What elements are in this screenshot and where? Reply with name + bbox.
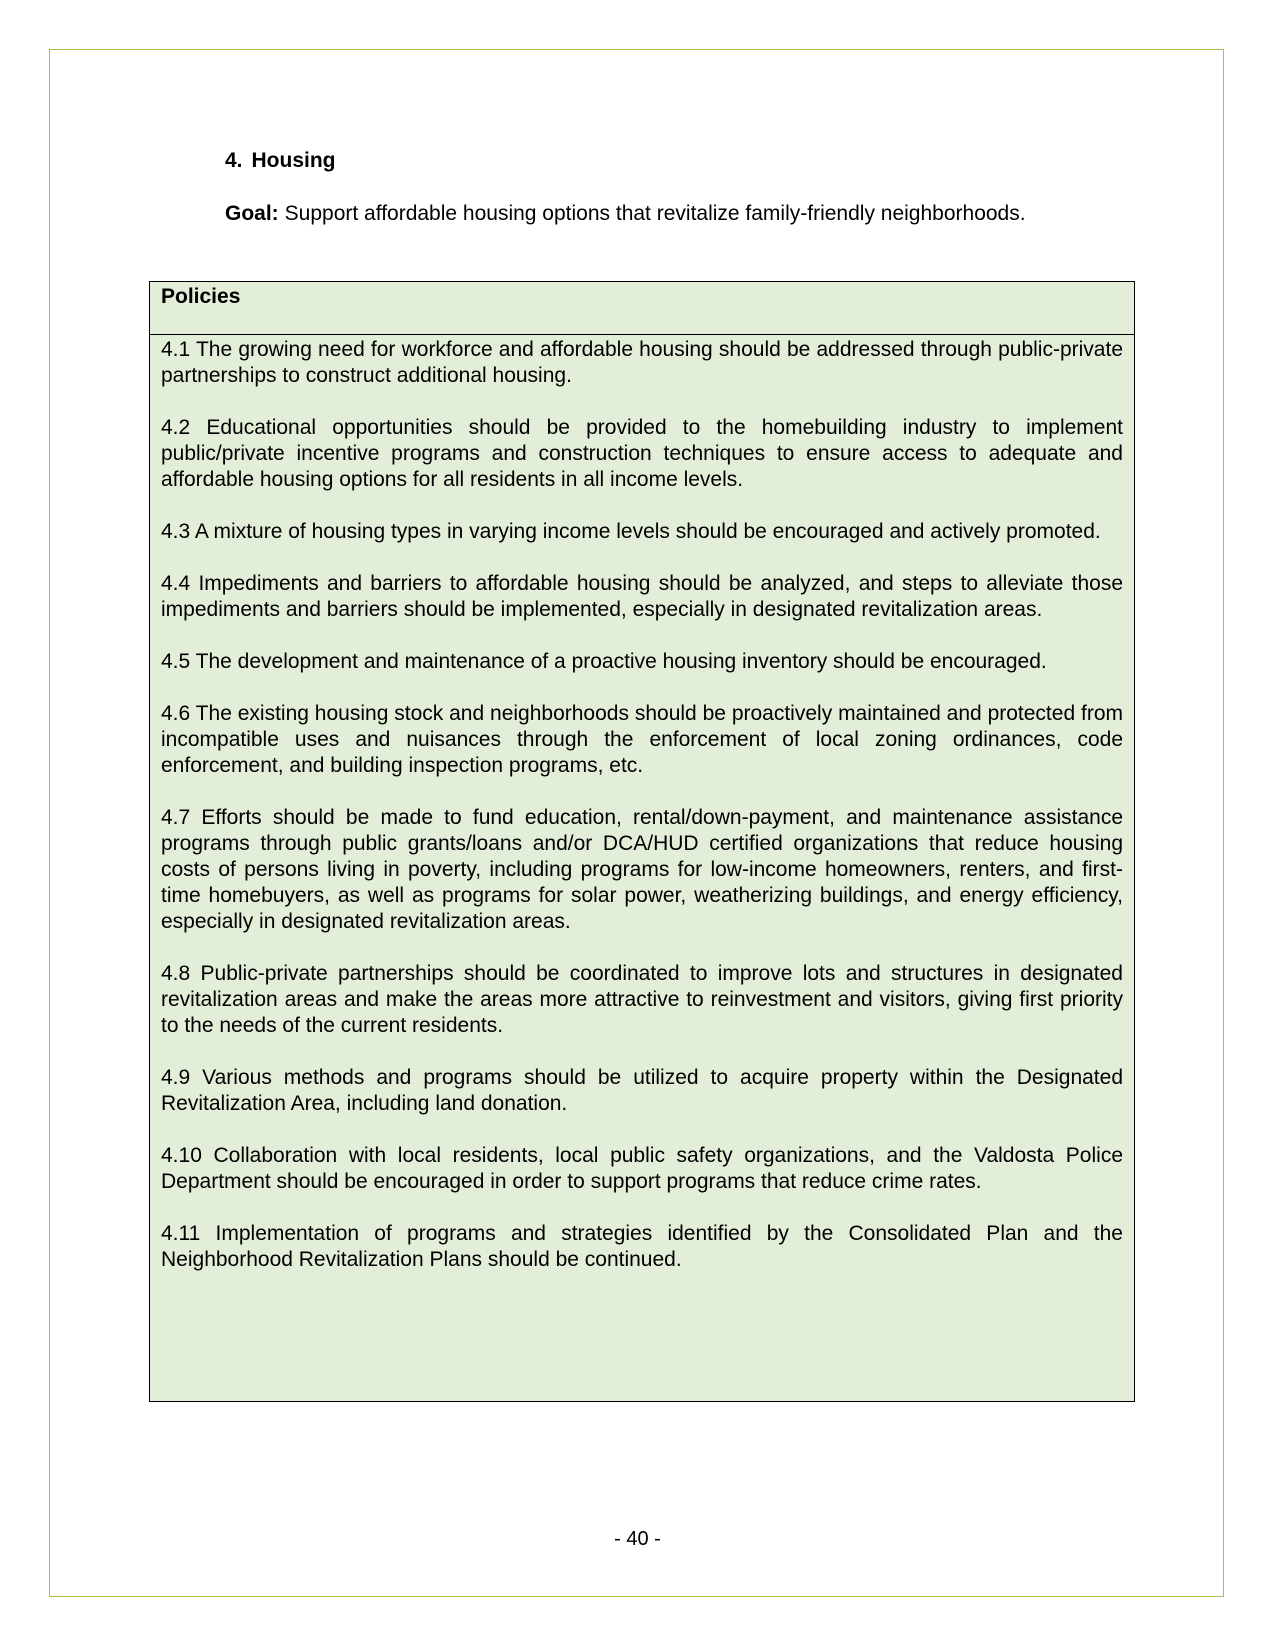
policy-item: 4.4 Impediments and barriers to affordable housing should be analyzed, and steps to alleviate those impediments and barriers should be implemented, especially in designated revitalization areas. [161,572,1123,621]
section-heading [225,148,336,174]
policy-item: 4.10 Collaboration with local residents, local public safety organizations, and the Valdosta Police Department should be encouraged in order to support programs that reduce crime rates. [161,1144,1123,1193]
policies-table [149,281,1135,1402]
policy-item: 4.6 The existing housing stock and neighborhoods should be proactively maintained and protected from incompatible uses and nuisances through the enforcement of local zoning ordinances, code enforcement, and building inspection programs, etc. [161,702,1123,777]
section-number: 4. [225,149,243,172]
page-number: - 40 - [614,1528,661,1550]
policy-item: 4.5 The development and maintenance of a proactive housing inventory should be encouraged. [161,650,1047,673]
goal-label: Goal: [225,202,279,225]
section-title: Housing [251,149,336,172]
policy-item: 4.1 The growing need for workforce and affordable housing should be addressed through public-private partnerships to construct additional housing. [161,338,1123,387]
goal-statement [225,201,1026,227]
goal-text: Support affordable housing options that revitalize family-friendly neighborhoods. [284,202,1026,225]
policy-item: 4.9 Various methods and programs should be utilized to acquire property within the Designated Revitalization Area, including land donation. [161,1066,1123,1115]
policy-item: 4.2 Educational opportunities should be provided to the homebuilding industry to implement public/private incentive programs and construction techniques to ensure access to adequate and affordable housing options for all residents in all income levels. [161,416,1123,491]
policy-item: 4.8 Public-private partnerships should be coordinated to improve lots and structures in designated revitalization areas and make the areas more attractive to reinvestment and visitors, giving first priority to the needs of the current residents. [161,962,1123,1037]
policy-item: 4.11 Implementation of programs and strategies identified by the Consolidated Plan and the Neighborhood Revitalization Plans should be continued. [161,1222,1123,1271]
policies-list [150,335,1134,1273]
policy-item: 4.3 A mixture of housing types in varying income levels should be encouraged and actively promoted. [161,520,1101,543]
policies-header: Policies [150,282,1134,335]
policy-item: 4.7 Efforts should be made to fund education, rental/down-payment, and maintenance assistance programs through public grants/loans and/or DCA/HUD certified organizations that reduce housing costs of persons living in poverty, including programs for low-income homeowners, renters, and first-time homebuyers, as well as programs for solar power, weatherizing buildings, and energy efficiency, especially in designated revitalization areas. [161,806,1123,933]
